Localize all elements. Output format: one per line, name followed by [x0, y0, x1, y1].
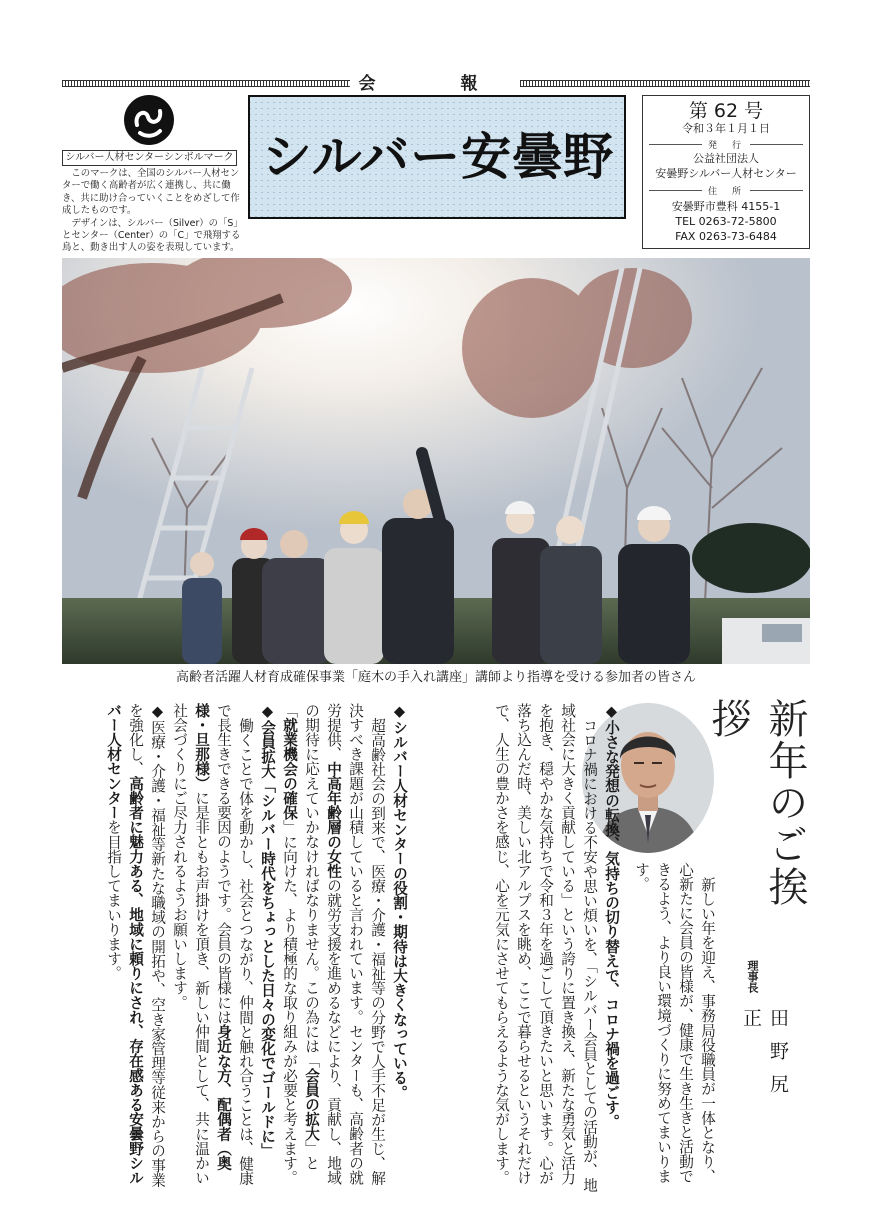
silver-center-logo-icon	[124, 95, 174, 145]
article-heading-1: ◆小さな発想の転換、気持ちの切り替えで、コロナ禍を過ごす。	[603, 703, 620, 1129]
p4-bold-b: 身近な方、配偶者（奥様・旦那様）	[193, 703, 232, 1171]
p3-text-a: 超高齢社会の到来で、医療・介護・福祉等の分野で人手不足が生じ、解決すべき課題が山積していると言われています。センターも、高齢者の就労提供、	[325, 703, 386, 1185]
issue-info-box	[642, 95, 810, 249]
symbol-mark-description	[62, 168, 242, 255]
article-paragraph-2: コロナ禍における不安や思い煩いを、「シルバー会員としての活動が、地域社会に大きく貢献している」という誇りに置き換え、新たな勇気と活力を抱き、穏やかな気持ちで令和３年を過ごして頂きたいと思います。心が落ち込んだ時、美しい北アルプスを眺め、ここで暮らせるというそれだけで、人生の豊かさを感じ、心を元気にさせてもらえるような気がします。	[493, 703, 598, 1193]
photo-caption: 高齢者活躍人材育成確保事業「庭木の手入れ講座」講師より指導を受ける参加者の皆さん	[175, 670, 696, 685]
article-column-2	[410, 703, 622, 1195]
p3-text-g: 」に向けた、より積極的な取り組みが必要と考えます。	[281, 819, 298, 1185]
symbol-desc-1: このマークは、全国のシルバー人材センターで働く高齢者が広く連携し、共に働き、共に助け合っていくことをめざして作成したものです。	[62, 168, 240, 217]
address-label-row	[649, 184, 803, 196]
header-rule-left	[62, 80, 350, 87]
p3-text-e: 」と「	[281, 703, 320, 1171]
header-rule-right	[520, 80, 810, 87]
article-paragraph-1: 新しい年を迎え、事務局役職員が一体となり、心新たに会員の皆様が、健康で生き生きと活動できるよう、より良い環境づくりに努めてまいります。	[633, 862, 716, 1184]
fax: FAX 0263-73-6484	[675, 230, 777, 243]
article-paragraph-4	[168, 703, 256, 1195]
author-role: 理事長	[746, 960, 759, 993]
symbol-desc-2: デザインは、シルバー（Silver）の「S」とセンター（Center）の「C」で飛翔する鳥と、動き出す人の姿を表現しています。	[62, 217, 241, 254]
publisher-line-1: 公益社団法人	[693, 152, 759, 165]
issue-date: 令和３年１月１日	[682, 122, 770, 135]
p5-text-a: ◆医療・介護・福祉等新たな職域の開拓や、空き家管理等従来からの事業を強化し、	[127, 703, 166, 1188]
publisher-label-row	[649, 138, 803, 150]
p3-text-c: の就労支援を進めるなどにより、貢献し、地域の期待に応えていかなければなりません。この為には「	[303, 703, 342, 1185]
address: 安曇野市豊科 4155-1	[671, 200, 781, 213]
author-name: 田野尻 正	[740, 1008, 789, 1140]
article-column-1	[626, 862, 718, 1192]
article-paragraph-3	[278, 703, 388, 1195]
p4-text-a: 働くことで体を動かし、社会とつながり、仲間と触れ合うことは、健康で長生きできる要因のようです。会員の皆様には	[215, 703, 254, 1185]
p4-text-c: に是非ともお声掛けを頂き、新しい仲間として、共に温かい社会づくりにご尽力されるようお願いします。	[171, 703, 210, 1185]
newsletter-label: 会 報	[350, 73, 520, 95]
publisher-label: 発 行	[708, 140, 745, 151]
p3-bold-b: 中高年齢層の女性	[325, 761, 342, 879]
p3-bold-f: 就業機会の確保	[281, 717, 298, 820]
masthead-title: シルバー安曇野	[261, 127, 615, 186]
article-column-3	[62, 703, 410, 1195]
article-title: 新年のご挨拶	[705, 698, 808, 908]
masthead	[248, 95, 626, 219]
address-label: 住 所	[708, 186, 745, 197]
p3-bold-d: 会員の拡大	[303, 1068, 320, 1141]
article-heading-3: ◆会員拡大「シルバー時代をちょっとした日々の変化でゴールドに」	[259, 703, 276, 1158]
publisher-line-2: 安曇野シルバー人材センター	[655, 167, 797, 180]
p5-text-c: を目指してまいります。	[105, 819, 122, 981]
symbol-mark-label: シルバー人材センターシンボルマーク	[62, 150, 237, 166]
article-paragraph-5	[102, 703, 168, 1195]
issue-number: 第 62 号	[688, 100, 764, 122]
cover-photo	[62, 258, 810, 664]
tel: TEL 0263-72-5800	[675, 215, 777, 228]
p5-bold-b: 高齢者に魅力ある、地域に頼りにされ、存在感ある安曇野シルバー人材センター	[105, 703, 144, 1185]
article-heading-2: ◆シルバー人材センターの役割・期待は大きくなっている。	[391, 703, 408, 1100]
